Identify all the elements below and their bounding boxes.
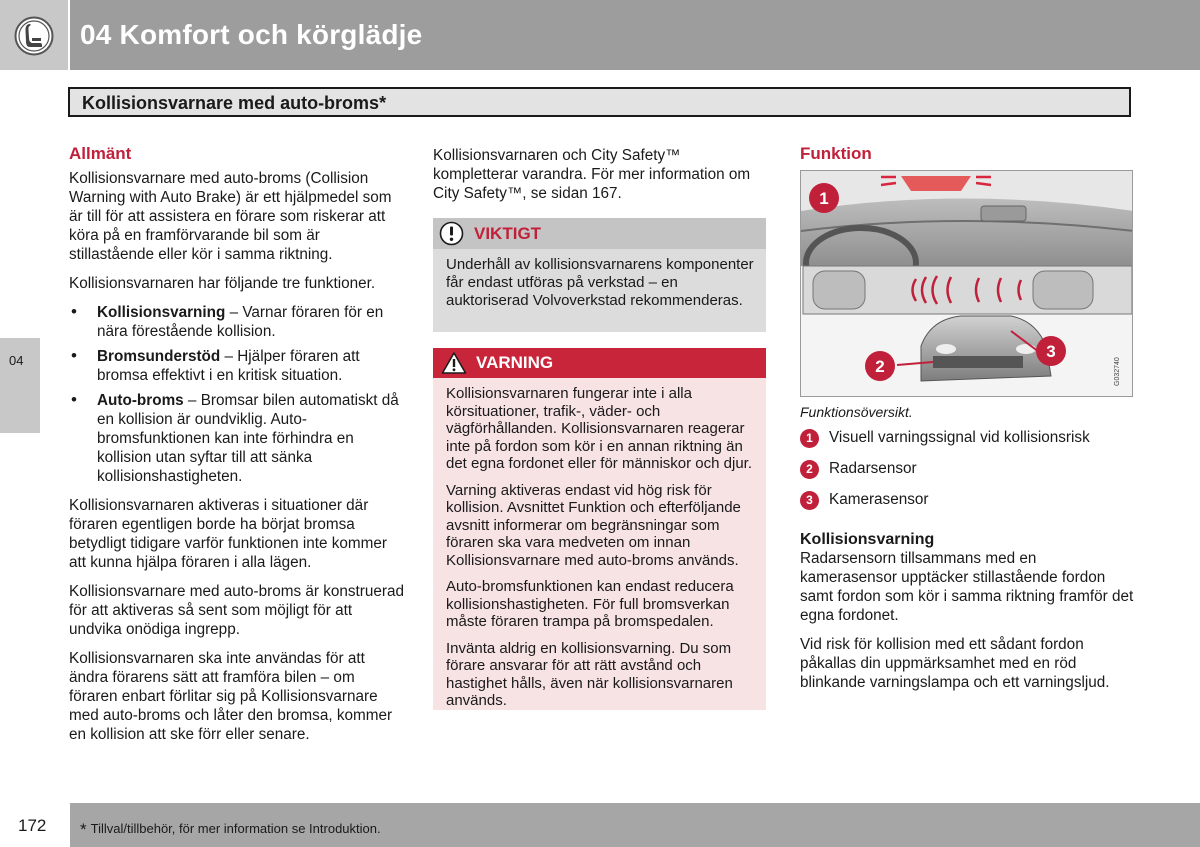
chapter-side-tab [0,338,40,433]
paragraph: Kollisionsvarnaren och City Safety™ kompletterar varandra. För mer information om City Safety™, se sidan 167. [433,147,751,202]
callout-3: 3 [1046,342,1056,361]
callout-2: 2 [875,357,885,376]
paragraph: Kollisionsvarnaren har följande tre funktioner. [69,275,376,292]
paragraph: Kollisionsvarnare med auto-broms är konstruerad för att aktiveras så sent som möjligt för att undvika onödiga ingrepp. [69,583,404,638]
page-number: 172 [18,816,47,835]
callout-1: 1 [819,189,829,208]
list-item-term: Bromsunderstöd [97,348,221,365]
list-item [69,391,404,486]
car-sensor-diagram [801,171,1133,397]
section-title: Kollisionsvarnare med auto-broms* [82,93,387,113]
list-item-text: – Hjälper föraren att bromsa effektivt i en kritisk situation. [97,348,360,384]
warning-paragraph: Kollisionsvarnaren fungerar inte i alla körsituationer, trafik-, väder- och vägförhållanden. Kollisionsvarnaren reagerar inte på fordon som kör i en annan riktning än det egna fordonet eller för människor och djur. [446,385,753,472]
list-item-term: Auto-broms [97,392,184,409]
paragraph: Vid risk för kollision med ett sådant fordon påkallas din uppmärksamhet med en röd blinkande varningslampa och ett varningsljud. [800,636,1110,691]
legend-label: Visuell varningssignal vid kollisionsrisk [829,429,1090,446]
heading-allmant: Allmänt [69,144,132,163]
warning-box [433,348,766,710]
chapter-icon-box [0,0,68,70]
warning-header [433,348,766,378]
paragraph: Kollisionsvarnaren ska inte användas för att ändra förarens sätt att framföra bilen – om föraren enbart förlitar sig på Kollisionsvarnare med auto-broms och låter den bromsa, kommer en kollision att ske förr eller senare. [69,650,393,743]
list-item-term: Kollisionsvarning [97,304,226,321]
subheading-kollisionsvarning: Kollisionsvarning [800,531,935,548]
column-1 [69,144,404,754]
warning-title: VARNING [476,353,554,372]
legend-item [800,490,1135,521]
paragraph: Radarsensorn tillsammans med en kamerasensor upptäcker stillastående fordon samt fordon som kör i samma riktning framför det egna fordonet. [800,550,1134,624]
important-box [433,218,766,332]
legend-number: 1 [800,429,819,448]
footnote-text: Tillval/tillbehör, för mer information se Introduktion. [90,821,381,836]
side-tab-label: 04 [9,353,24,368]
figure-caption: Funktionsöversikt. [800,404,913,420]
legend-item [800,428,1135,459]
warning-paragraph: Varning aktiveras endast vid hög risk för kollision. Avsnittet Funktion och efterföljande avsnitt informerar om begränsningar som föraren ska vara medveten om innan Kollisionsvarnare med auto-broms används. [446,481,741,569]
list-item-text: – Bromsar bilen automatiskt då en kollision är oundviklig. Auto-bromsfunktionen kan inte förhindra en kollision utan syftar till att sänka kollisionshastigheten. [97,392,399,485]
seat-icon [14,16,54,56]
chapter-title: 04 Komfort och körglädje [80,19,423,50]
footnote [80,818,381,838]
list-item [69,347,404,385]
warning-paragraph: Invänta aldrig en kollisionsvarning. Du som förare ansvarar för att rätt avstånd och hastighet hålls, även när kollisionsvarnaren används. [446,639,733,709]
section-title-box [68,87,1131,117]
exclamation-icon [439,221,464,246]
paragraph: Kollisionsvarnaren aktiveras i situationer där föraren egentligen borde ha börjat bromsa betydligt tidigare varför funktionen inte kommer att kunna hjälpa föraren i alla lägen. [69,497,387,571]
warning-triangle-icon [441,351,467,375]
figure-code: G032740 [1114,357,1121,386]
important-title: VIKTIGT [474,224,542,243]
warning-paragraph: Auto-bromsfunktionen kan endast reducera kollisionshastigheten. För full bromsverkan måste föraren trampa på bromspedalen. [446,578,734,630]
heading-funktion: Funktion [800,144,872,163]
column-2 [433,146,768,213]
column-3 [800,144,1135,169]
figure-legend [800,428,1135,521]
function-list [69,303,404,486]
warning-text [433,378,766,710]
list-item [69,303,404,341]
legend-label: Radarsensor [829,460,917,477]
legend-label: Kamerasensor [829,491,929,508]
function-overview-illustration [800,170,1133,397]
paragraph: Kollisionsvarnare med auto-broms (Collision Warning with Auto Brake) är ett hjälpmedel som är till för att assistera en förare som riskerar att köra på en framförvarande bil som är stillastående eller kör i samma riktning. [69,170,392,263]
legend-number: 2 [800,460,819,479]
footnote-star: * [80,820,87,839]
legend-item [800,459,1135,490]
list-item-text: – Varnar föraren för en nära förestående kollision. [97,304,384,340]
legend-number: 3 [800,491,819,510]
important-header [433,218,766,249]
collision-warning-section [800,530,1135,702]
important-text: Underhåll av kollisionsvarnarens komponenter får endast utföras på verkstad – en auktoriserad Volvoverkstad rekommenderas. [446,256,754,309]
